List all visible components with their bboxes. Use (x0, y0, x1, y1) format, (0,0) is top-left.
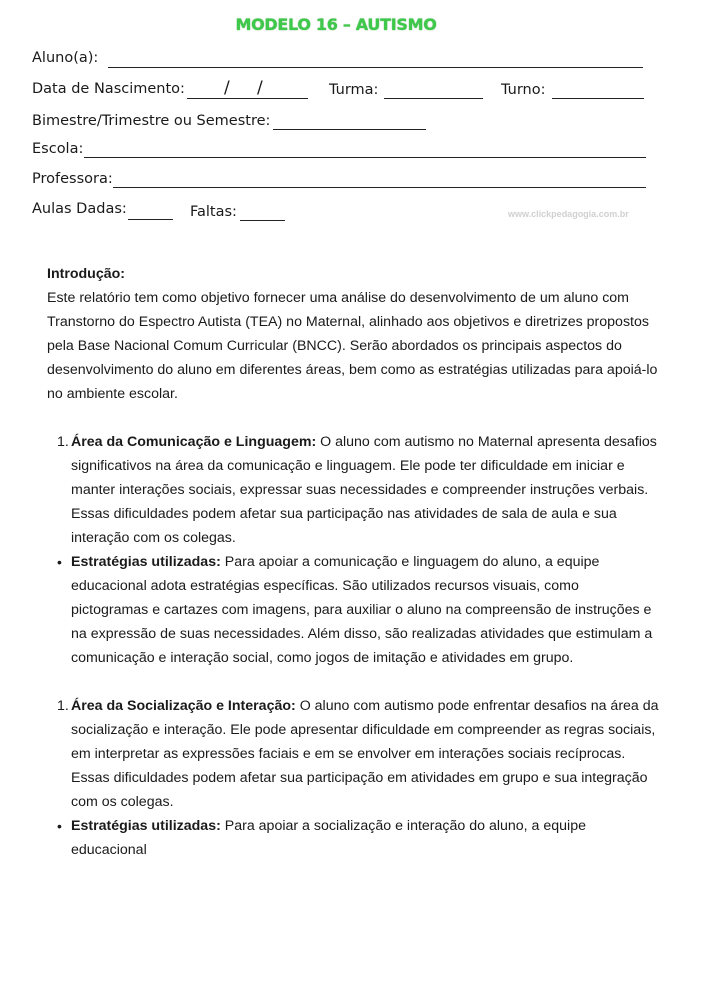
turno-field[interactable] (552, 98, 644, 99)
list-number: 1. (57, 698, 69, 714)
strategy-socializacao (47, 814, 659, 862)
nascimento-field[interactable] (187, 98, 308, 99)
section-text: O aluno com autismo no Maternal apresenta desafios significativos na área da comunicação e linguagem. Ele pode ter dificuldade em iniciar e manter interações sociais, expressar suas necessidades e compreender instruções verbais. Essas dificuldades podem afetar sua participação nas atividades de sala de aula e sua interação com os colegas. (71, 434, 657, 546)
watermark: www.clickpedagogia.com.br (508, 209, 629, 219)
strategy-text: Para apoiar a comunicação e linguagem do aluno, a equipe educacional adota estratégias específicas. São utilizados recursos visuais, como pictogramas e cartazes com imagens, para auxiliar o aluno na compreensão de instruções e na expressão de suas necessidades. Além disso, são realizadas atividades que estimulam a comunicação e interação social, como jogos de imitação e atividades em grupo. (71, 554, 653, 666)
strategy-heading: Estratégias utilizadas: (71, 818, 221, 834)
section-socializacao (47, 694, 659, 814)
escola-field[interactable] (84, 157, 646, 158)
aulas-dadas-label: Aulas Dadas: (32, 201, 127, 217)
list-number: 1. (57, 434, 69, 450)
strategy-comunicacao (47, 550, 659, 670)
aluno-label: Aluno(a): (32, 50, 99, 66)
nascimento-label: Data de Nascimento: (32, 81, 185, 97)
section-text: O aluno com autismo pode enfrentar desafios na área da socialização e interação. Ele pode apresentar dificuldade em compreender as regras sociais, em interpretar as expressões faciais e em se envolver em interações sociais recíprocas. Essas dificuldades podem afetar sua participação em atividades em grupo e sua integração com os colegas. (71, 698, 659, 810)
bimestre-field[interactable] (273, 129, 426, 130)
turma-label: Turma: (329, 82, 379, 98)
faltas-field[interactable] (240, 220, 285, 221)
aluno-field[interactable] (108, 67, 643, 68)
section-comunicacao (47, 430, 659, 550)
bullet-icon: • (57, 554, 62, 570)
date-separator: / (224, 78, 230, 98)
professora-field[interactable] (113, 187, 646, 188)
turma-field[interactable] (384, 98, 483, 99)
aulas-dadas-field[interactable] (128, 219, 173, 220)
escola-label: Escola: (32, 141, 84, 157)
section-heading: Área da Comunicação e Linguagem: (71, 434, 317, 450)
date-separator: / (257, 78, 263, 98)
bullet-icon: • (57, 818, 62, 834)
strategy-text: Para apoiar a socialização e interação do aluno, a equipe educacional (71, 818, 586, 858)
intro-text: Este relatório tem como objetivo fornecer uma análise do desenvolvimento de um aluno com Transtorno do Espectro Autista (TEA) no Maternal, alinhado aos objetivos e diretrizes propostos pela Base Nacional Comum Curricular (BNCC). Serão abordados os principais aspectos do desenvolvimento do aluno em diferentes áreas, bem como as estratégias utilizadas para apoiá-lo no ambiente escolar. (47, 290, 658, 402)
strategy-heading: Estratégias utilizadas: (71, 554, 221, 570)
turno-label: Turno: (501, 82, 546, 98)
faltas-label: Faltas: (190, 204, 237, 220)
report-body (47, 262, 659, 862)
bimestre-label: Bimestre/Trimestre ou Semestre: (32, 113, 271, 129)
page-title: MODELO 16 – AUTISMO (235, 15, 437, 34)
section-heading: Área da Socialização e Interação: (71, 698, 296, 714)
professora-label: Professora: (32, 171, 113, 187)
intro-heading: Introdução: (47, 266, 126, 282)
